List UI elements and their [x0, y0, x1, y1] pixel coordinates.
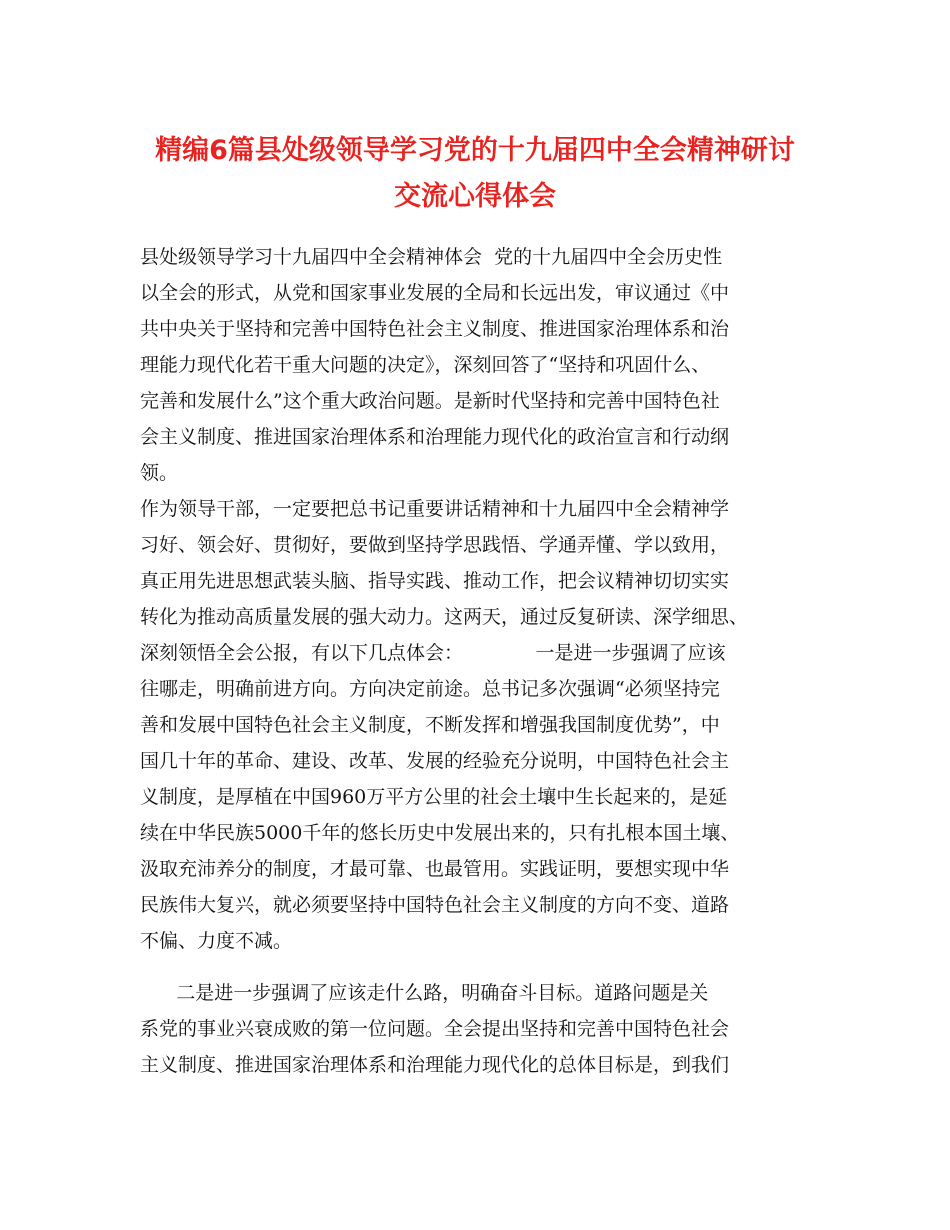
body-line: 主义制度、推进国家治理体系和治理能力现代化的总体目标是，到我们 — [140, 1054, 730, 1076]
body-line: 义制度，是厚植在中国960万平方公里的社会土壤中生长起来的，是延 — [140, 786, 728, 808]
body-line: 国几十年的革命、建设、改革、发展的经验充分说明，中国特色社会主 — [140, 750, 730, 772]
body-line: 善和发展中国特色社会主义制度，不断发挥和增强我国制度优势”，中 — [140, 714, 720, 736]
body-line: 理能力现代化若干重大问题的决定》，深刻回答了“坚持和巩固什么、 — [140, 354, 711, 376]
body-line: 完善和发展什么”这个重大政治问题。是新时代坚持和完善中国特色社 — [140, 390, 720, 412]
body-line: 真正用先进思想武装头脑、指导实践、推动工作，把会议精神切切实实 — [140, 570, 730, 592]
body-line: 习好、领会好、贯彻好，要做到坚持学思践悟、学通弄懂、学以致用， — [140, 534, 730, 556]
body-line: 领。 — [140, 462, 179, 484]
body-line: 民族伟大复兴，就必须要坚持中国特色社会主义制度的方向不变、道路 — [140, 894, 730, 916]
body-line: 县处级领导学习十九届四中全会精神体会 党的十九届四中全会历史性 — [140, 246, 723, 268]
document-title-line-2: 交流心得体会 — [394, 181, 556, 212]
body-line: 二是进一步强调了应该走什么路，明确奋斗目标。道路问题是关 — [140, 982, 709, 1004]
body-line: 作为领导干部，一定要把总书记重要讲话精神和十九届四中全会精神学 — [140, 498, 730, 520]
body-line: 续在中华民族5000千年的悠长历史中发展出来的，只有扎根本国土壤、 — [140, 822, 740, 844]
body-line: 以全会的形式，从党和国家事业发展的全局和长远出发，审议通过《中 — [140, 282, 730, 304]
body-line: 不偏、力度不减。 — [140, 930, 293, 952]
body-line: 会主义制度、推进国家治理体系和治理能力现代化的政治宣言和行动纲 — [140, 426, 730, 448]
body-line: 深刻领悟全会公报，有以下几点体会： 一是进一步强调了应该 — [140, 642, 726, 664]
document-title-line-1: 精编6篇县处级领导学习党的十九届四中全会精神研讨 — [155, 135, 795, 166]
body-line: 共中央关于坚持和完善中国特色社会主义制度、推进国家治理体系和治 — [140, 318, 730, 340]
body-line: 往哪走，明确前进方向。方向决定前途。总书记多次强调“必须坚持完 — [140, 678, 720, 700]
body-line: 转化为推动高质量发展的强大动力。这两天，通过反复研读、深学细思、 — [140, 606, 749, 628]
body-line: 系党的事业兴衰成败的第一位问题。全会提出坚持和完善中国特色社会 — [140, 1018, 730, 1040]
body-line: 汲取充沛养分的制度，才最可靠、也最管用。实践证明，要想实现中华 — [140, 858, 730, 880]
